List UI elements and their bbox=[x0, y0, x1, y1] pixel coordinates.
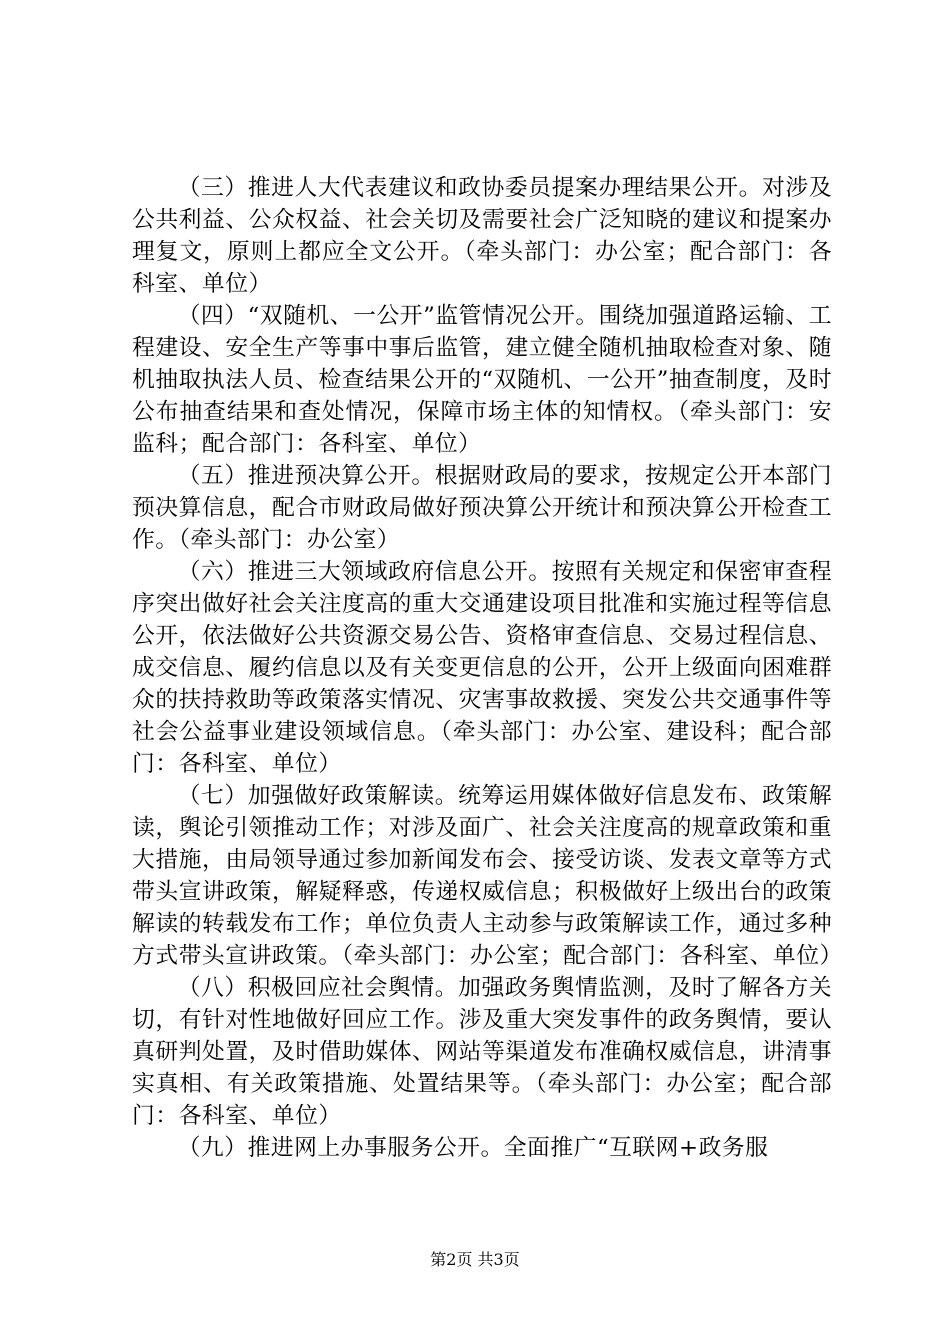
paragraph-item-6: （六）推进三大领域政府信息公开。按照有关规定和保密审查程序突出做好社会关注度高的重大交通建设项目批准和实施过程等信息公开，依法做好公共资源交易公告、资格审查信息、交易过程信息、成交信息、履约信息以及有关变更信息的公开，公开上级面向困难群众的扶持救助等政策落实情况、灾害事故救援、突发公共交通事件等社会公益事业建设领域信息。（牵头部门：办公室、建设科；配合部门：各科室、单位） bbox=[132, 559, 832, 777]
paragraph-item-3: （三）推进人大代表建议和政协委员提案办理结果公开。对涉及公共利益、公众权益、社会关切及需要社会广泛知晓的建议和提案办理复文，原则上都应全文公开。（牵头部门：办公室；配合部门：各科室、单位） bbox=[132, 175, 832, 297]
paragraph-item-4: （四）“双随机、一公开”监管情况公开。围绕加强道路运输、工程建设、安全生产等事中事后监管，建立健全随机抽取检查对象、随机抽取执法人员、检查结果公开的“双随机、一公开”抽查制度，及时公布抽查结果和查处情况，保障市场主体的知情权。（牵头部门：安监科；配合部门：各科室、单位） bbox=[132, 303, 832, 457]
page-footer bbox=[0, 1250, 950, 1270]
paragraph-item-7: （七）加强做好政策解读。统筹运用媒体做好信息发布、政策解读，舆论引领推动工作；对涉及面广、社会关注度高的规章政策和重大措施，由局领导通过参加新闻发布会、接受访谈、发表文章等方式带头宣讲政策，解疑释惑，传递权威信息；积极做好上级出台的政策解读的转载发布工作；单位负责人主动参与政策解读工作，通过多种方式带头宣讲政策。（牵头部门：办公室；配合部门：各科室、单位） bbox=[132, 783, 843, 969]
document-body bbox=[132, 172, 843, 1164]
page-number: 第2页 共3页 bbox=[430, 1250, 520, 1269]
paragraph-item-8: （八）积极回应社会舆情。加强政务舆情监测，及时了解各方关切，有针对性地做好回应工作。涉及重大突发事件的政务舆情，要认真研判处置，及时借助媒体、网站等渠道发布准确权威信息，讲清事实真相、有关政策措施、处置结果等。（牵头部门：办公室；配合部门：各科室、单位） bbox=[132, 975, 832, 1129]
paragraph-item-5: （五）推进预决算公开。根据财政局的要求，按规定公开本部门预决算信息，配合市财政局做好预决算公开统计和预决算公开检查工作。（牵头部门：办公室） bbox=[132, 463, 832, 553]
paragraph-item-9: （九）推进网上办事服务公开。全面推广“互联网+政务服 bbox=[177, 1135, 769, 1161]
